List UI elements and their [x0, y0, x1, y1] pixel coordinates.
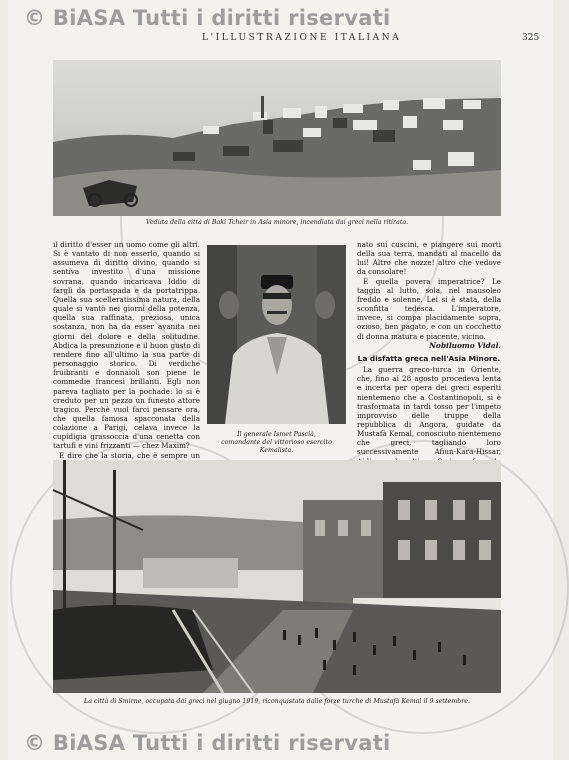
left-paragraph-1: il diritto d'esser un uomo come gli altri. Si è vantato di non esserlo, quando si assumeva di diritto divino, quando si sentiva investito d'una missione sovrana, quando incaricava Iddio di farglì da portaspada e da portatrippa. Quella sua scelleratissima natura, della quale si vantò nei giorni della potenza, quella sua raffinata, preziosa, unica sostanza, non ha da esser avanita nei giorni del dolore e della solitudine. Abdica la presunzione e il buon gusto di rendere fino all'ultimo la sua parte di personaggio storico. Di verdiche fruibranti e donnaioli son piene le commedie francesi brillanti. Egli non pareva tagliato per la pochade: lo si è creduto per un pezzo un funesto attore tragico. Perchè vuol farci pensare ora, che quella famosa spacconata della colazione a Parigi, celava invece la cupidigia grassoccia d'una cenetta con tartufi e vini frizzanti — chez Maxim?	[53, 240, 200, 451]
right-column	[357, 240, 501, 458]
left-paragraph-2: E dire che la storia, che è sempre un	[59, 450, 200, 460]
magazine-title: L'ILLUSTRAZIONE ITALIANA	[202, 33, 402, 43]
bottom-photo-caption: La città di Smirne, occupata dai greci nel giugno 1919, riconquistata dalle forze turche di Mustafà Kemal il 9 settembre.	[84, 698, 470, 705]
right-paragraph-3: La guerra greco-turca in Oriente, che, fino ai 28 agosto procedeva lenta e incerta per opera dei greci esperiti nientemeno che a Costantinopoli, si è trasformata in tardi tosso per l'impeto improvviso delle truppe della repubblica di Angora, guidate da Mustafà Kemal, conosciuto nientemeno che greci, tagliando loro successivamente Afiun-Kara-Hissar,	[357, 365, 501, 457]
general-portrait-image	[207, 245, 346, 424]
top-photo	[53, 60, 501, 216]
right-paragraph-2: E quella povera imperatrice? Le taggin al lutto, sola, nel mausoleo freddo e solenne. Lei si è stata, della sconfitta tedesca. L'imperatore, invece, si compa placidamente sopra, ozioso, ben pagato, e con un cocchetto di donna matura e piacente, vicino.	[357, 276, 501, 341]
portrait-caption-line-2: comandante del vittorioso esercito Kemalista.	[221, 439, 332, 454]
watermark-bottom: © BiASA Tutti i diritti riservati	[24, 731, 391, 755]
smyrna-harbour-image	[53, 460, 501, 693]
left-column	[53, 240, 200, 458]
city-ruins-image	[53, 60, 501, 216]
watermark-top: © BiASA Tutti i diritti riservati	[24, 6, 391, 30]
section-heading: La disfatta greca nell'Asia Minore.	[357, 353, 501, 363]
portrait-caption-line-1: Il generale Ismet Pascià,	[237, 431, 316, 438]
portrait-photo	[207, 245, 346, 424]
top-photo-caption: Veduta della città di Baki Tcheir in Asia minore, incendiata dai greci nella ritirata.	[145, 219, 409, 226]
right-paragraph-1: nato sui cuscini, e piangere sui morti della sua terra, mandati al macello da lui! Altro che nozze! altro che vedove da consolare!	[357, 240, 501, 277]
author-signature: Nobiluomo Vidal.	[429, 340, 501, 350]
bottom-photo	[53, 460, 501, 693]
page-number: 325	[522, 33, 540, 43]
